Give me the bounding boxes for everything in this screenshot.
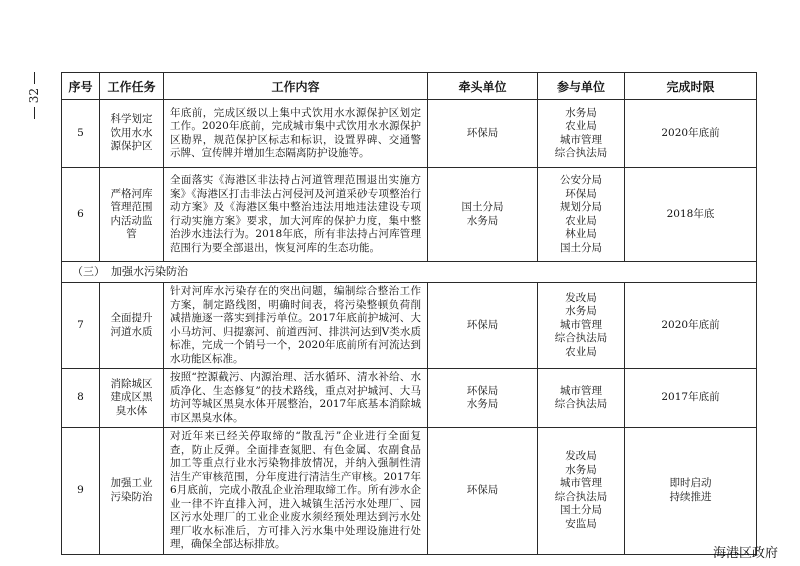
row-deadline: 2020年底前 [625,100,757,168]
lead-unit-item: 环保局 [466,384,499,397]
participant-item: 城市管理 [560,477,602,490]
section-title: 加强水污染防治 [111,265,188,279]
row-content: 按照“控源截污、内源治理、活水循环、清水补给、水质净化、生态修复”的技术路线，重点对护城河、大马坊河等城区黑臭水体开展整治，2017年底基本消除城市区黑臭水体。 [164,369,428,428]
row-lead-unit [428,369,538,428]
row-lead-unit [428,100,538,168]
row-no: 7 [62,283,100,369]
participant-item: 安监局 [565,517,597,530]
participant-item: 综合执法局 [554,147,608,159]
header-lead-unit: 牵头单位 [428,73,538,100]
participant-item: 环保局 [565,187,597,200]
row-lead-unit [428,428,538,555]
participant-item: 林业局 [565,228,597,240]
row-no: 6 [62,168,100,262]
lead-unit-item: 水务局 [466,214,499,227]
section-heading [62,262,757,283]
page-number-rule-bottom [34,107,35,119]
row-participants [538,428,625,555]
participant-item: 规划分局 [560,201,602,213]
row-participants [538,369,625,428]
row-content: 年底前，完成区级以上集中式饮用水水源保护区划定工作。2020年底前，完成城市集中式饮用水水源保护区勘界，规范保护区标志和标识，设置界碑、交通警示牌、宣传牌并增加生态隔离防护设施等。 [164,100,428,168]
row-no: 5 [62,100,100,168]
row-deadline: 2017年底前 [625,369,757,428]
header-task: 工作任务 [100,73,164,100]
participant-item: 水务局 [565,463,597,476]
deadline-line: 持续推进 [669,490,712,503]
participant-item: 发改局 [565,450,597,463]
row-task: 科学划定饮用水水源保护区 [100,100,164,168]
section-row [62,262,757,283]
lead-unit-item: 国土分局 [461,201,504,213]
row-no: 9 [62,428,100,555]
participant-item: 水务局 [565,106,597,119]
row-deadline: 2020年底前 [625,283,757,369]
footer-organization: 海港区政府 [712,546,778,561]
work-task-table [61,72,757,555]
participant-item: 城市管理 [560,384,602,397]
header-deadline: 完成时限 [625,73,757,100]
participant-item: 国土分局 [560,504,602,517]
participant-item: 城市管理 [560,318,602,331]
row-content: 全面落实《海港区非法持占河道管理范围退出实施方案》《海港区打击非法占河侵河及河道采砂专项整治行动方案》及《海港区集中整治违法用地违法建设专项行动实施方案》要求，加大河库的保护力度，集中整治涉水违法行为。2018年底，所有非法持占河库管理范围行为要全部退出，恢复河库的生态功能。 [164,168,428,262]
participant-item: 综合执法局 [554,332,608,345]
row-task: 加强工业污染防治 [100,428,164,555]
participant-item: 水务局 [565,305,597,318]
page-number-rule-top [34,72,35,84]
section-number: （三） [72,265,105,279]
header-participants: 参与单位 [538,73,625,100]
deadline-line: 即时启动 [669,477,712,490]
row-no: 8 [62,369,100,428]
table-row [62,168,757,262]
row-deadline: 2018年底 [625,168,757,262]
row-task: 严格河库管理范围内活动监管 [100,168,164,262]
table-header-row [62,73,757,100]
header-no: 序号 [62,73,100,100]
row-participants [538,283,625,369]
row-participants [538,168,625,262]
row-participants [538,100,625,168]
lead-unit-item: 环保局 [466,484,499,496]
row-deadline [625,428,757,555]
participant-item: 农业局 [565,120,597,132]
row-task: 消除城区建成区黑臭水体 [100,369,164,428]
participant-item: 综合执法局 [554,398,608,410]
participant-item: 国土分局 [560,241,602,254]
participant-item: 农业局 [565,214,597,227]
lead-unit-item: 环保局 [466,126,499,139]
row-content: 针对河库水污染存在的突出问题，编制综合整治工作方案，制定路线图，明确时间表，将污染整顿负荷削减措施逐一落实到排污单位。2017年底前护城河、大小马坊河、归提寨河、前道西河、排洪河达到Ⅴ类水质标准，完成一个销号一个，2020年底前所有河流达到水功能区标准。 [164,283,428,369]
lead-unit-item: 环保局 [466,318,499,331]
page-number-text: 32 [27,88,41,104]
participant-item: 城市管理 [560,133,602,146]
row-task: 全面提升河道水质 [100,283,164,369]
participant-item: 发改局 [565,291,597,304]
table-row [62,369,757,428]
row-content: 对近年来已经关停取缔的“散乱污”企业进行全面复查，防止反弹。全面排查氮肥、有色金属、农副食品加工等重点行业水污染物排放情况，并纳入强制性清洁生产审核范围，分年度进行清洁生产审核。2017年6月底前，完成小散乱企业治理取缔工作。所有涉水企业一律不许直排入河，进入城镇生活污水处理厂、园区污水处理厂的工业企业废水须经预处理达到污水处理厂收水标准后，方可排入污水集中处理设施进行处理，确保全部达标排放。 [164,428,428,555]
page-number [22,72,46,132]
participant-item: 公安分局 [560,174,602,186]
row-lead-unit [428,168,538,262]
lead-unit-item: 水务局 [466,398,499,410]
table-row [62,428,757,555]
participant-item: 综合执法局 [554,490,608,503]
table-row [62,283,757,369]
row-lead-unit [428,283,538,369]
header-content: 工作内容 [164,73,428,100]
table-row [62,100,757,168]
participant-item: 农业局 [565,345,597,358]
